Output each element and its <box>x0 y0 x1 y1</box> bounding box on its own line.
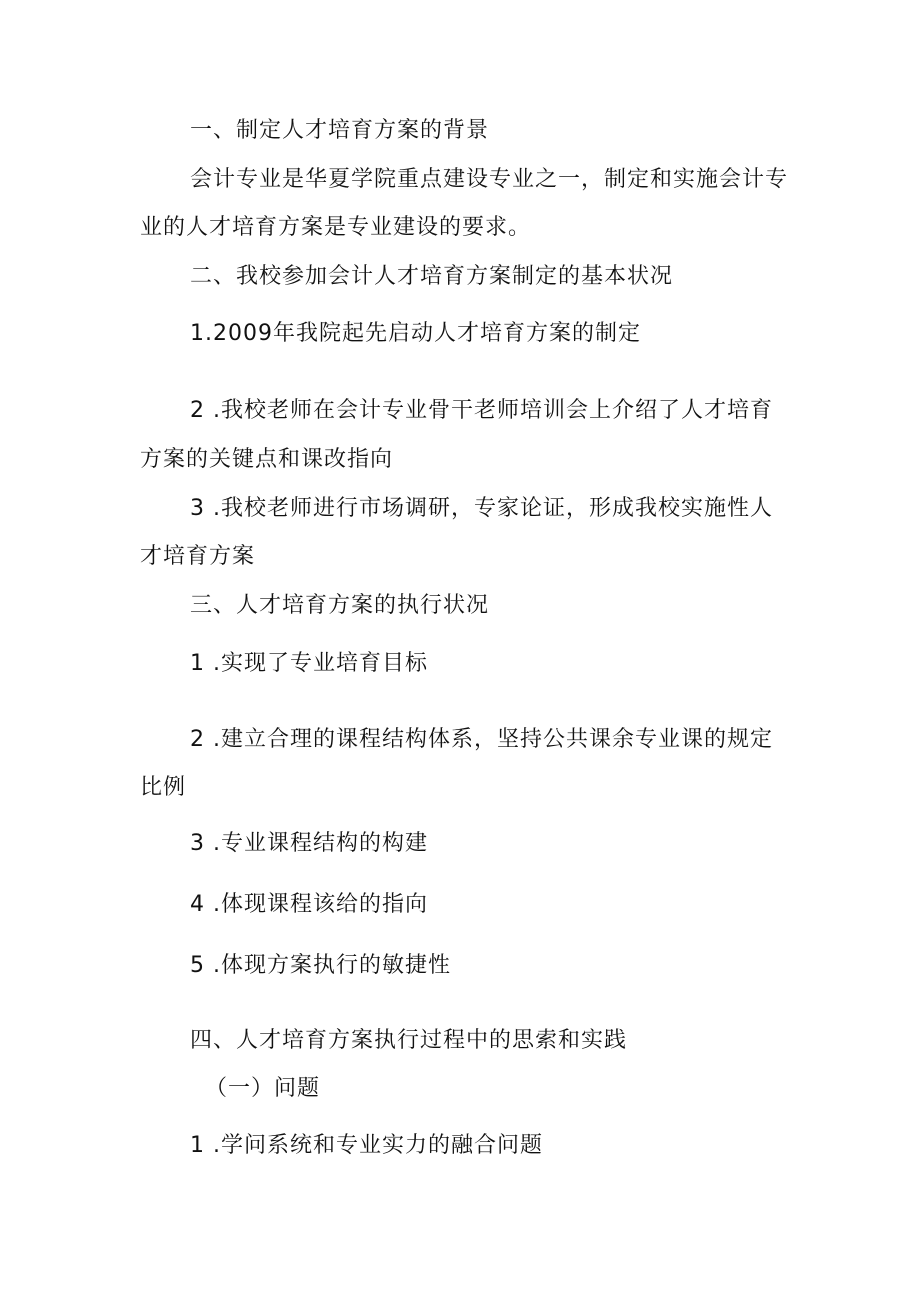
list-item-continuation: 方案的关键点和课改指向 <box>140 447 394 472</box>
section-heading-2: 二、我校参加会计人才培育方案制定的基本状况 <box>190 264 674 289</box>
list-item: 1 .学问系统和专业实力的融合问题 <box>190 1133 543 1158</box>
section-heading-1: 一、制定人才培育方案的背景 <box>190 118 490 143</box>
list-item: 1.2009年我院起先启动人才培育方案的制定 <box>190 321 641 346</box>
list-item-continuation: 才培育方案 <box>140 544 256 569</box>
list-item: 3 .我校老师进行市场调研，专家论证，形成我校实施性人 <box>190 496 773 521</box>
list-item: 2 .建立合理的课程结构体系，坚持公共课余专业课的规定 <box>190 727 773 752</box>
list-item: 5 .体现方案执行的敏捷性 <box>190 953 451 978</box>
list-item-continuation: 比例 <box>140 775 187 800</box>
section-heading-4: 四、人才培育方案执行过程中的思索和实践 <box>190 1028 628 1053</box>
section-heading-3: 三、人才培育方案的执行状况 <box>190 593 490 618</box>
paragraph-line: 会计专业是华夏学院重点建设专业之一，制定和实施会计专 <box>190 167 789 192</box>
paragraph-line: 业的人才培育方案是专业建设的要求。 <box>140 215 532 240</box>
list-item: 1 .实现了专业培育目标 <box>190 651 428 676</box>
list-item: 3 .专业课程结构的构建 <box>190 831 428 856</box>
list-item: 4 .体现课程该给的指向 <box>190 892 428 917</box>
list-item: 2 .我校老师在会计专业骨干老师培训会上介绍了人才培育 <box>190 398 773 423</box>
subsection-heading: （一）问题 <box>205 1076 321 1101</box>
